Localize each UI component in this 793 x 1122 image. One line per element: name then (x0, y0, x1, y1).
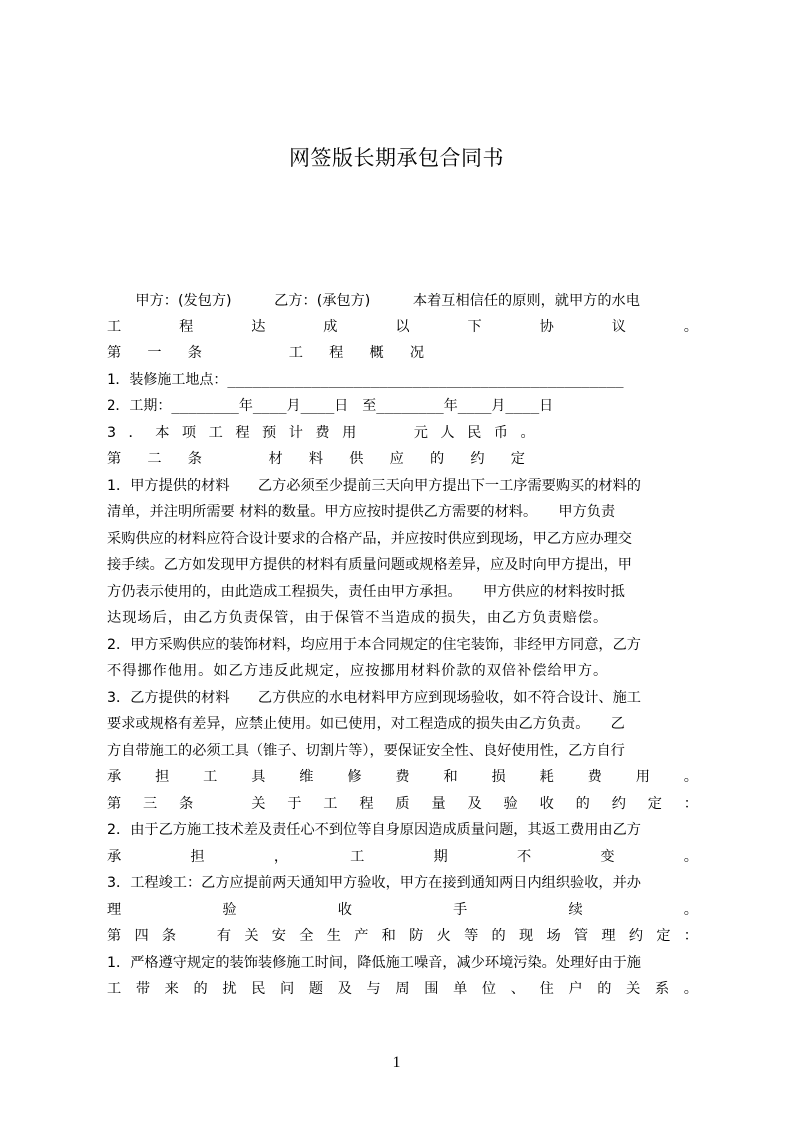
page-number: 1 (392, 1054, 401, 1071)
safety-line-2: 工带来的扰民问题及与周围单位、住户的关系。 (107, 981, 698, 997)
materials-line-2: 清单，并注明所需要 材料的数量。甲方应按时提供乙方需要的材料。 甲方负责 (107, 504, 616, 520)
quality-line-1: 2．由于乙方施工技术差及责任心不到位等自身原因造成质量问题，其返工费用由乙方 (107, 822, 641, 838)
document-title: 网签版长期承包合同书 (289, 146, 504, 170)
materials-line-11: 方自带施工的必须工具（锥子、切割片等），要保证安全性、良好使用性，乙方自行 (107, 743, 625, 759)
quality-line-2: 承 担 ， 工 期 不 变 。 (107, 849, 698, 865)
materials-line-12: 承 担 工 具 维 修 费 和 损 耗 费 用 。 (107, 769, 698, 785)
acceptance-line-2: 理 验 收 手 续 。 (107, 902, 698, 918)
cost-line: 3 ． 本 项 工 程 预 计 费 用 元 人 民 币 。 (107, 425, 539, 441)
materials-line-6: 达现场后，由乙方负责保管，由于保管不当造成的损失，由乙方负责赔偿。 (107, 610, 609, 626)
materials-line-1: 1．甲方提供的材料 乙方必须至少提前三天向甲方提出下一工序需要购买的材料的 (107, 478, 641, 494)
acceptance-line-1: 3．工程竣工：乙方应提前两天通知甲方验收，甲方在接到通知两日内组织验收，并办 (107, 875, 641, 891)
duration-line: 2．工期：________年____月____日 至________年____月____日 (107, 398, 554, 414)
materials-line-9: 3．乙方提供的材料 乙方供应的水电材料甲方应到现场验收，如不符合设计、施工 (107, 690, 641, 706)
materials-line-3: 采购供应的材料应符合设计要求的合格产品，并应按时供应到现场，甲乙方应办理交 (107, 531, 632, 547)
materials-line-8: 不得挪作他用。如乙方违反此规定，应按挪用材料价款的双倍补偿给甲方。 (107, 663, 609, 679)
materials-line-5: 方仍表示使用的，由此造成工程损失，责任由甲方承担。 甲方供应的材料按时抵 (107, 584, 625, 600)
article-2-heading: 第 二 条 材 料 供 应 的 约 定 (107, 451, 531, 467)
materials-line-7: 2．甲方采购供应的装饰材料，均应用于本合同规定的住宅装饰，非经甲方同意，乙方 (107, 637, 641, 653)
materials-line-10: 要求或规格有差异，应禁止使用。如已使用，对工程造成的损失由乙方负责。 乙 (107, 716, 625, 732)
article-4-heading: 第四条 有关安全生产和防火等的现场管理约定： (107, 928, 698, 944)
safety-line-1: 1．严格遵守规定的装饰装修施工时间，降低施工噪音，减少环境污染。处理好由于施 (107, 955, 641, 971)
article-3-heading: 第 三 条 关 于 工 程 质 量 及 验 收 的 约 定 ： (107, 796, 698, 812)
materials-line-4: 接手续。乙方如发现甲方提供的材料有质量问题或规格差异，应及时向甲方提出，甲 (107, 557, 632, 573)
site-location-line: 1．装修施工地点：_______________________________________________ (107, 372, 624, 388)
article-1-heading: 第 一 条 工 程 概 况 (107, 345, 431, 361)
preamble-continuation: 工 程 达 成 以 下 协 议 。 (107, 319, 698, 335)
preamble-line: 甲方：(发包方) 乙方：(承包方) 本着互相信任的原则，就甲方的水电 (107, 293, 640, 309)
